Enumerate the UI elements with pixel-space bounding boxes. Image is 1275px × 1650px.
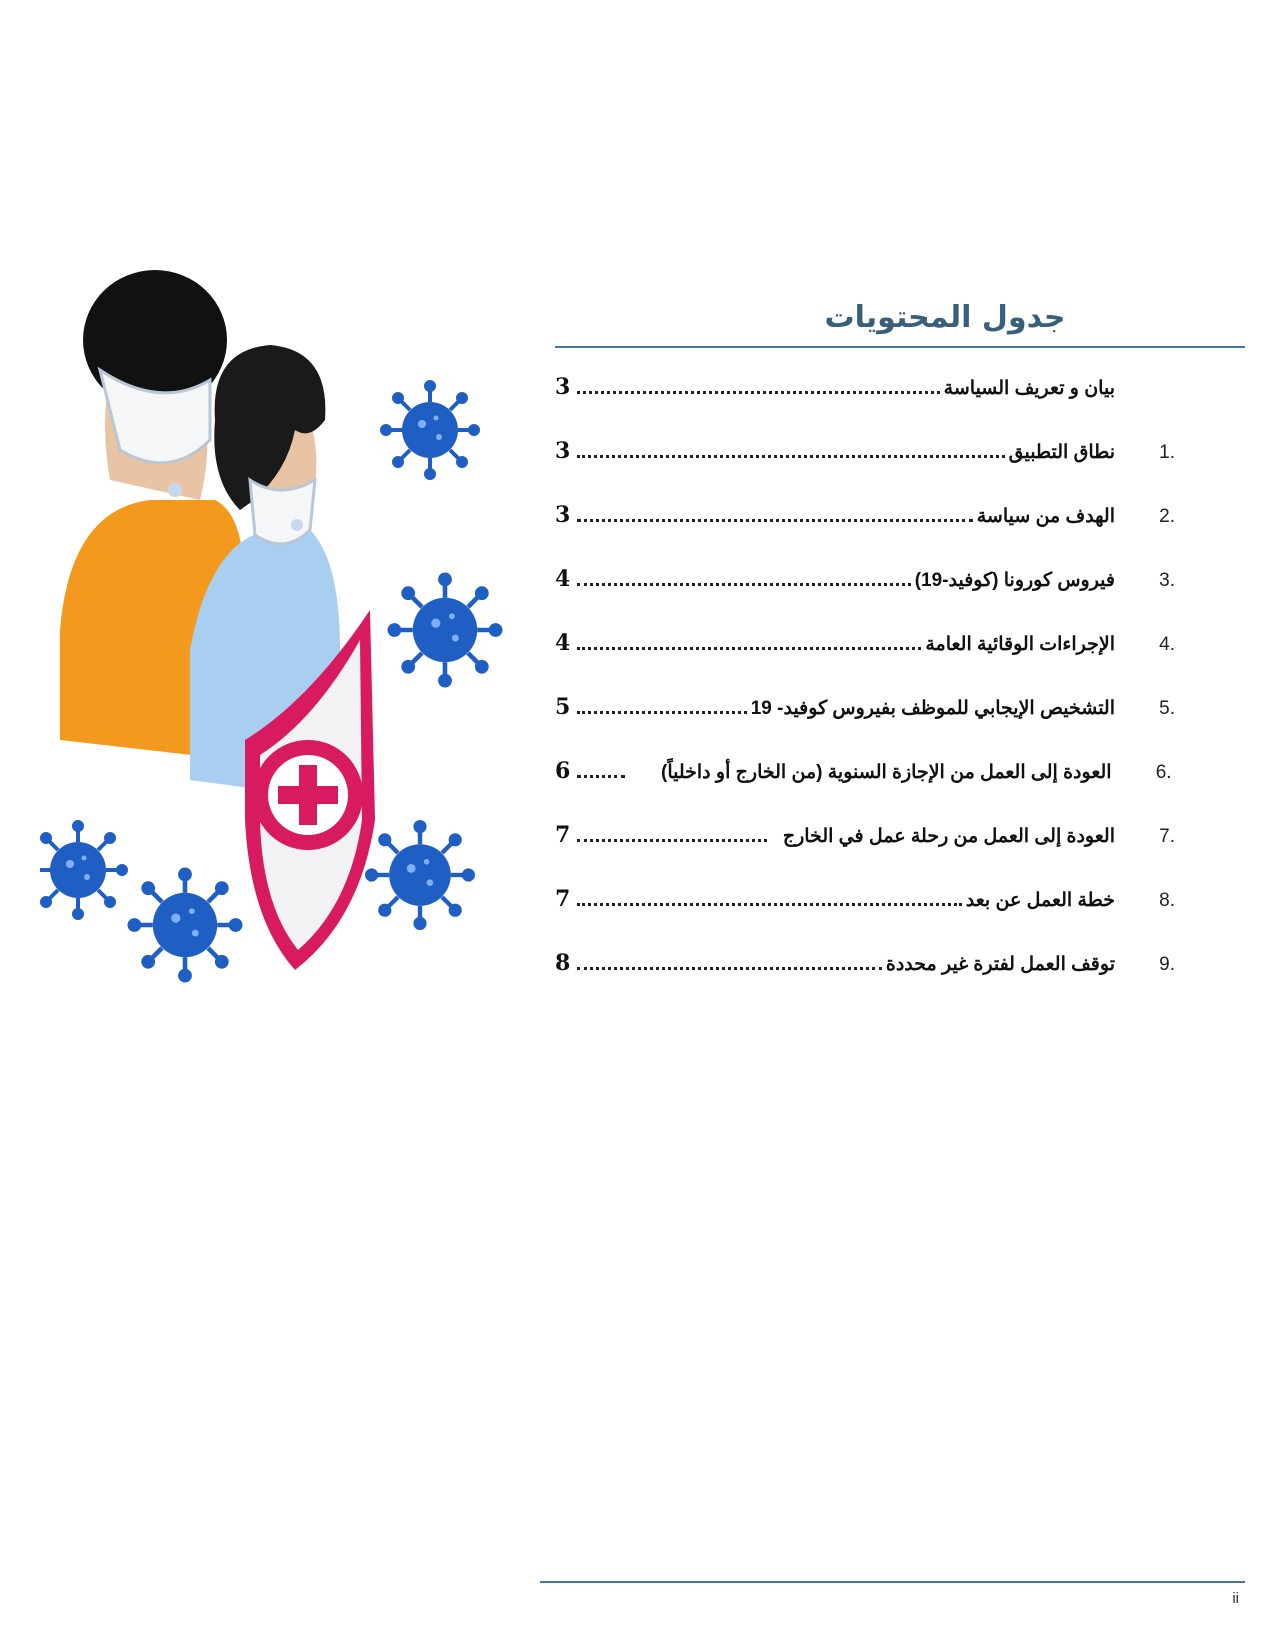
toc-entry[interactable]	[555, 878, 1175, 912]
toc-entry[interactable]	[555, 686, 1175, 720]
people-masks-shield-illustration	[40, 180, 540, 1080]
leader-dots	[577, 945, 882, 970]
toc-entry[interactable]	[555, 942, 1175, 976]
page-number: ii	[1232, 1590, 1239, 1607]
toc-page-number: 3	[555, 438, 571, 464]
leader-dots	[577, 881, 962, 906]
table-of-contents	[555, 296, 1245, 976]
toc-title: جدول المحتويات	[824, 300, 1066, 335]
leader-dots	[577, 369, 940, 394]
toc-entry-number: 4.	[1159, 634, 1175, 655]
toc-entry-label: العودة إلى العمل من الإجازة السنوية (من الخارج أو داخلياً)	[661, 762, 1112, 783]
toc-entry-label: الإجراءات الوقائية العامة	[925, 634, 1115, 655]
toc-entry[interactable]	[555, 366, 1175, 400]
toc-entry-number: 7.	[1159, 826, 1175, 847]
leader-dots	[577, 561, 911, 586]
toc-page-number: 3	[555, 374, 571, 400]
toc-entry-number: 6.	[1155, 762, 1172, 783]
virus-icon	[367, 822, 473, 928]
covid-illustration	[40, 180, 540, 1080]
toc-entry-label: خطة العمل عن بعد	[965, 890, 1115, 911]
toc-page-number: 6	[555, 758, 571, 784]
toc-entry-number: 1.	[1159, 442, 1175, 463]
leader-dots	[577, 625, 921, 650]
toc-entry-label: نطاق التطبيق	[1008, 442, 1115, 463]
leader-dots	[577, 497, 973, 522]
toc-entry-number: 3.	[1159, 570, 1175, 591]
leader-dots	[577, 689, 747, 714]
toc-page-number: 3	[555, 502, 571, 528]
toc-entry[interactable]	[555, 494, 1175, 528]
toc-entry[interactable]	[555, 814, 1175, 848]
title-divider	[555, 346, 1245, 348]
toc-entry-label: التشخيص الإيجابي للموظف بفيروس كوفيد- 19	[750, 698, 1115, 719]
toc-entry[interactable]	[555, 622, 1175, 656]
virus-icon	[390, 575, 500, 685]
toc-entry-label: الهدف من سياسة	[976, 506, 1115, 527]
footer-divider	[540, 1581, 1245, 1583]
toc-entry-number: 8.	[1159, 890, 1175, 911]
virus-icon	[40, 822, 126, 918]
virus-icon	[382, 382, 478, 478]
toc-entry-number: 2.	[1159, 506, 1175, 527]
leader-dots	[577, 753, 625, 778]
toc-page-number: 4	[555, 566, 571, 592]
toc-entry-number: 9.	[1159, 954, 1175, 975]
toc-entry-label: بيان و تعريف السياسة	[943, 378, 1115, 399]
toc-page-number: 7	[555, 886, 571, 912]
toc-entry-number: 5.	[1159, 698, 1175, 719]
toc-entry[interactable]	[555, 558, 1175, 592]
toc-page-number: 4	[555, 630, 571, 656]
toc-entry-label: توقف العمل لفترة غير محددة	[885, 954, 1115, 975]
toc-page-number: 7	[555, 822, 571, 848]
leader-dots	[577, 433, 1005, 458]
toc-entry-label: فيروس كورونا (كوفيد-19)	[914, 570, 1115, 591]
toc-page-number: 8	[555, 950, 571, 976]
toc-entry[interactable]	[555, 430, 1175, 464]
toc-page-number: 5	[555, 694, 571, 720]
virus-icon	[130, 870, 240, 980]
toc-entry-label: العودة إلى العمل من رحلة عمل في الخارج	[782, 826, 1115, 847]
toc-entry[interactable]	[555, 750, 1175, 784]
leader-dots	[577, 817, 767, 842]
